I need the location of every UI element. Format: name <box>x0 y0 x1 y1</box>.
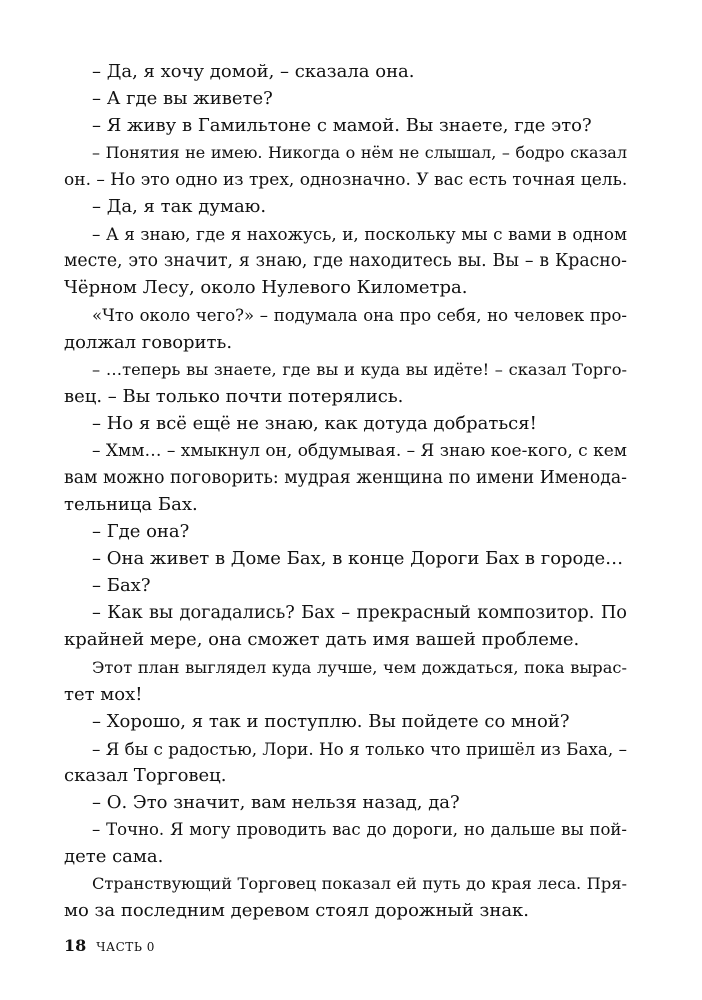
text-line: – Где она? <box>92 521 190 542</box>
text-line: вам можно поговорить: мудрая женщина по имени Именода- <box>64 468 627 488</box>
text-line: должал говорить. <box>64 332 233 353</box>
text-line: – Хмм… – хмыкнул он, обдумывая. – Я знаю кое-кого, с кем <box>92 441 627 461</box>
text-line: тет мох! <box>64 684 143 705</box>
text-line: Чёрном Лесу, около Нулевого Километра. <box>64 277 468 298</box>
text-line: месте, это значит, я знаю, где находитесь вы. Вы – в Красно- <box>64 251 627 271</box>
text-line: – Точно. Я могу проводить вас до дороги, но дальше вы пой- <box>92 820 627 839</box>
text-line: – …теперь вы знаете, где вы и куда вы идёте! – сказал Торго- <box>92 360 627 379</box>
text-line: вец. – Вы только почти потерялись. <box>64 386 404 407</box>
text-line: – Да, я хочу домой, – сказала она. <box>92 61 415 82</box>
text-line: – О. Это значит, вам нельзя назад, да? <box>92 792 460 813</box>
text-line: Этот план выглядел куда лучше, чем дождаться, пока выраc- <box>92 658 627 677</box>
text-line: – Бах? <box>92 575 151 596</box>
text-line: мо за последним деревом стоял дорожный знак. <box>64 900 530 921</box>
part-label: ЧАСТЬ 0 <box>96 940 155 954</box>
text-line: крайней мере, она сможет дать имя вашей проблеме. <box>64 629 580 650</box>
text-line: – Как вы догадались? Бах – прекрасный композитор. По <box>92 603 627 623</box>
text-line: – А где вы живете? <box>92 88 273 109</box>
text-line: – Да, я так думаю. <box>92 196 267 217</box>
text-line: дете сама. <box>64 846 164 867</box>
text-line: – Хорошо, я так и поступлю. Вы пойдете со мной? <box>92 711 570 732</box>
text-line: – Понятия не имею. Никогда о нём не слышал, – бодро сказал <box>92 143 627 162</box>
text-line: – Она живет в Доме Бах, в конце Дороги Бах в городе… <box>92 548 624 569</box>
text-line: «Что около чего?» – подумала она про себя, но человек про- <box>92 306 627 325</box>
text-line: тельница Бах. <box>64 494 198 515</box>
text-line: – А я знаю, где я нахожусь, и, поскольку мы с вами в одном <box>92 224 627 244</box>
text-line: сказал Торговец. <box>64 765 227 786</box>
text-line: – Но я всё ещё не знаю, как дотуда добраться! <box>92 413 537 434</box>
text-line: – Я бы с радостью, Лори. Но я только что пришёл из Баха, – <box>92 739 627 759</box>
page-number: 18 <box>64 936 87 955</box>
text-line: Странствующий Торговец показал ей путь до края леса. Пря- <box>92 874 627 893</box>
page-footer <box>64 936 155 957</box>
text-line: – Я живу в Гамильтоне с мамой. Вы знаете, где это? <box>92 115 592 136</box>
text-line: он. – Но это одно из трех, однозначно. У вас есть точная цель. <box>64 170 628 190</box>
